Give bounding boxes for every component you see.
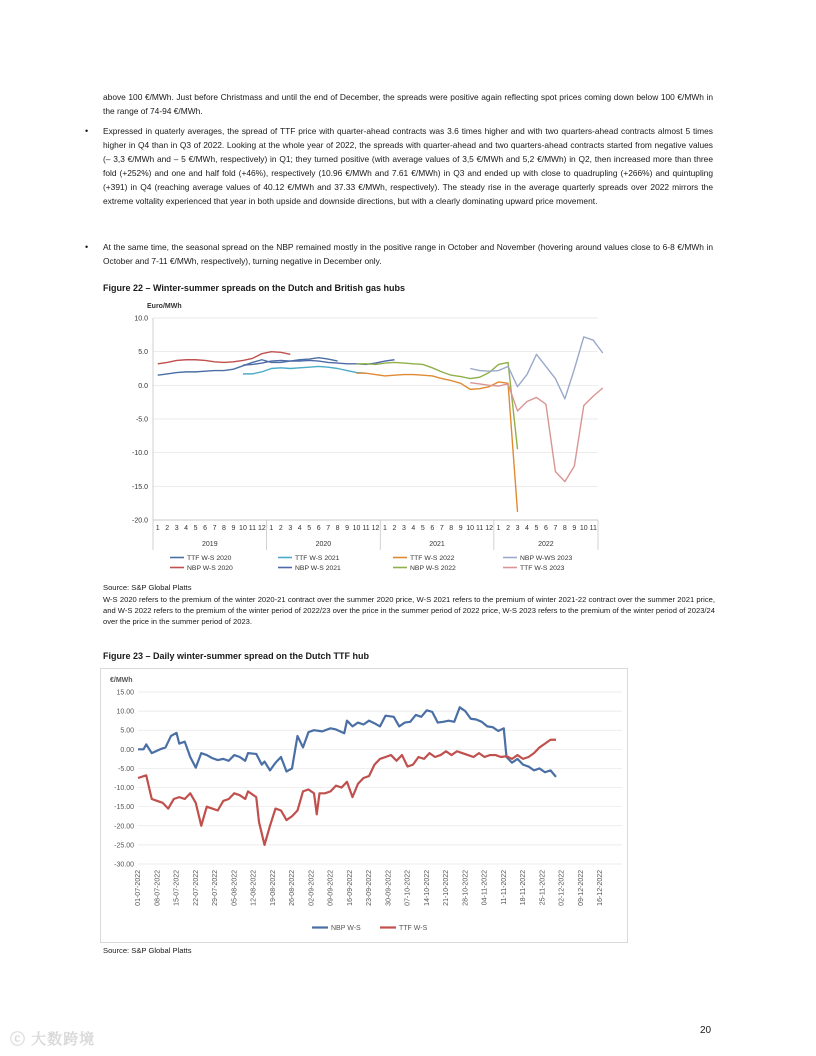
x-tick-label: 16-09-2022 (346, 870, 354, 906)
x-tick-label: 12 (485, 525, 494, 532)
x-tick-label: 1 (383, 525, 387, 532)
series-line (243, 366, 366, 373)
series-line (470, 337, 603, 399)
x-tick-label: 25-11-2022 (539, 870, 547, 906)
x-tick-label: 02-12-2022 (558, 870, 566, 906)
x-tick-label: 7 (212, 525, 217, 532)
page-number: 20 (700, 1025, 712, 1036)
x-tick-label: 10 (579, 525, 588, 532)
x-tick-label: 21-10-2022 (443, 870, 450, 906)
x-tick-label: 12-08-2022 (250, 870, 258, 906)
legend-item (278, 565, 341, 572)
x-tick-label: 02-09-2022 (308, 870, 316, 906)
y-tick-label: 5.0 (138, 349, 148, 357)
legend-label: TTF W-S (399, 925, 428, 932)
x-tick-label: 16-12-2022 (597, 870, 604, 906)
legend-label: TTF W-S 2023 (520, 565, 565, 572)
x-tick-label: 19-08-2022 (269, 870, 277, 906)
x-tick-label: 3 (515, 525, 520, 532)
x-tick-label: 9 (231, 525, 236, 532)
x-tick-label: 18-11-2022 (520, 870, 527, 906)
legend-label: NBP W-S 2022 (410, 565, 456, 572)
x-tick-label: 30-09-2022 (385, 870, 393, 906)
x-tick-label: 3 (288, 525, 293, 532)
y-tick-label: -20.0 (132, 517, 148, 525)
x-tick-label: 1 (155, 525, 160, 532)
figure-22-note: W-S 2020 refers to the premium of the winter 2020-21 contract over the summer 2020 price, W-S 2021 refers to the premium of winter 2021-22 contract over the summer 2021 price, and W-S 2022 refers to the premium of the winter period of 2022/23 over the price in the summer period of 2022 price, W-S 2023 refers to the premium of the winter period of 2023/24 over the price in the summer period of 2023. (103, 595, 715, 626)
series-line (357, 373, 518, 512)
x-tick-label: 8 (335, 525, 340, 532)
figure-23-chart (100, 668, 628, 948)
x-tick-label: 12 (257, 525, 266, 532)
x-tick-label: 23-09-2022 (366, 870, 373, 906)
bullet-paragraph-quarterly: Expressed in quaterly averages, the spread of TTF price with quarter-ahead contracts was 3.6 times higher and with two quarters-ahead contracts almost 5 times higher in Q4 than in Q3 of 2022. Looking at the whole year of 2022, the spreads with quarter-ahead and two quarters-ahead contracts started from negative values (– 3,3 €/MWh and – 5 €/MWh, respectively) in Q1; they turned positive (with average values of 3,5 €/MWh and 5,2 €/MWh) in Q2, then increased more than three fold (+252%) and one and half fold (+46%), respectively (10.96 €/MWh and 7.61 €/MWh) in Q3 and ended up with close to quadrupling (+266%) and quintupling (+391) in Q4 (reaching average values of 40.12 €/MWh and 37.33 €/MWh, respectively). The steady rise in the average quarterly spreads over 2022 mirrors the extreme voltality experienced that year in both upside and downside directions, but with a clearly dominating upward price movement. (103, 126, 713, 206)
x-tick-label: 4 (297, 525, 302, 532)
intro-paragraph: above 100 €/MWh. Just before Christmass and until the end of December, the spreads were positive again reflecting spot prices coming down below 100 €/MWh in the range of 74-94 €/MWh. (103, 92, 713, 116)
x-tick-label: 5 (307, 525, 312, 532)
y-tick-label: 15.00 (116, 689, 134, 697)
y-tick-label: 10.00 (116, 708, 134, 716)
y-tick-label: -10.0 (132, 450, 148, 458)
x-tick-label: 1 (269, 525, 274, 532)
x-tick-label: 8 (562, 525, 567, 532)
x-tick-label: 22-07-2022 (192, 870, 200, 906)
legend-label: TTF W-S 2021 (295, 555, 340, 562)
y-tick-label: 10.0 (134, 315, 148, 323)
x-tick-label: 8 (449, 525, 454, 532)
x-tick-label: 5 (420, 525, 425, 532)
x-tick-label: 5 (534, 525, 539, 532)
bullet-marker: • (85, 126, 89, 136)
x-year-label: 2019 (202, 541, 218, 548)
figure-23-source: Source: S&P Global Platts (103, 946, 192, 955)
y-axis-label: €/MWh (110, 677, 133, 684)
y-tick-label: -30.00 (114, 861, 134, 869)
x-tick-label: 2 (278, 525, 283, 532)
x-tick-label: 10 (352, 525, 361, 532)
legend-item (393, 565, 456, 572)
x-tick-label: 9 (458, 525, 463, 532)
x-year-label: 2021 (429, 541, 445, 548)
x-tick-label: 11 (248, 525, 257, 532)
legend-item (170, 555, 232, 562)
x-tick-label: 09-09-2022 (327, 870, 335, 906)
x-tick-label: 7 (439, 525, 444, 532)
x-tick-label: 29-07-2022 (212, 870, 219, 906)
legend-label: TTF W-S 2020 (187, 555, 232, 562)
figure-22-chart (108, 298, 608, 583)
x-tick-label: 15-07-2022 (173, 870, 181, 906)
y-tick-label: -5.0 (135, 416, 148, 424)
y-tick-label: 0.0 (138, 382, 148, 390)
x-tick-label: 11 (476, 525, 484, 532)
y-tick-label: -15.0 (132, 483, 148, 491)
legend-label: TTF W-S 2022 (410, 555, 455, 562)
x-tick-label: 4 (525, 525, 529, 532)
x-tick-label: 26-08-2022 (289, 870, 296, 906)
x-tick-label: 08-07-2022 (154, 870, 162, 906)
y-tick-label: 0.00 (120, 746, 134, 754)
y-tick-label: -15.00 (114, 804, 134, 812)
x-tick-label: 6 (430, 525, 435, 532)
figure-23-svg (100, 668, 628, 943)
x-tick-label: 4 (411, 525, 416, 532)
figure-22-title: Figure 22 – Winter-summer spreads on the Dutch and British gas hubs (103, 283, 405, 293)
legend-item (503, 565, 565, 572)
x-tick-label: 2 (506, 525, 511, 532)
legend-item (503, 555, 572, 562)
x-tick-label: 6 (316, 525, 321, 532)
legend-item (278, 555, 340, 562)
x-tick-label: 7 (553, 525, 558, 532)
x-tick-label: 14-10-2022 (423, 870, 431, 906)
x-tick-label: 9 (572, 525, 577, 532)
bullet-marker: • (85, 242, 89, 252)
y-tick-label: -20.00 (114, 823, 134, 831)
x-tick-label: 8 (222, 525, 226, 532)
x-tick-label: 11 (589, 525, 597, 532)
x-tick-label: 4 (184, 525, 189, 532)
x-tick-label: 01-07-2022 (135, 870, 142, 906)
y-axis-label: Euro/MWh (147, 303, 182, 310)
x-tick-label: 9 (345, 525, 350, 532)
x-tick-label: 05-08-2022 (231, 870, 239, 906)
x-tick-label: 12 (371, 525, 380, 532)
x-tick-label: 5 (193, 525, 198, 532)
x-tick-label: 3 (401, 525, 406, 532)
legend-label: NBP W-S (331, 925, 361, 932)
x-tick-label: 7 (326, 525, 331, 532)
bullet-paragraph-nbp: At the same time, the seasonal spread on the NBP remained mostly in the positive range in October and November (hovering around values close to 6-8 €/MWh in October and 7-11 €/MWh, respectively), turning negative in December only. (103, 242, 713, 266)
x-tick-label: 6 (543, 525, 548, 532)
y-tick-label: -25.00 (114, 842, 134, 850)
x-tick-label: 2 (392, 525, 397, 532)
x-tick-label: 2 (165, 525, 170, 532)
figure-23-title: Figure 23 – Daily winter-summer spread on the Dutch TTF hub (103, 651, 370, 661)
x-tick-label: 1 (496, 525, 501, 532)
x-tick-label: 3 (174, 525, 179, 532)
y-tick-label: -5.00 (118, 765, 134, 773)
series-line (470, 383, 603, 482)
y-tick-label: -10.00 (114, 785, 134, 793)
x-tick-label: 10 (239, 525, 247, 532)
x-year-label: 2022 (538, 541, 554, 548)
legend-label: NBP W-WS 2023 (520, 555, 573, 562)
legend-item (170, 565, 233, 572)
x-year-label: 2020 (315, 541, 332, 548)
legend-item (393, 555, 455, 562)
figure-22-source: Source: S&P Global Platts (103, 583, 192, 592)
x-tick-label: 11-11-2022 (500, 870, 508, 905)
watermark-logo: ⓒ 大数跨境 (10, 1031, 96, 1048)
x-tick-label: 09-12-2022 (577, 870, 585, 906)
x-tick-label: 04-11-2022 (481, 870, 489, 906)
figure-22-svg (108, 298, 608, 578)
legend-label: NBP W-S 2021 (295, 565, 341, 572)
x-tick-label: 11 (362, 525, 370, 532)
x-tick-label: 6 (203, 525, 208, 532)
legend-label: NBP W-S 2020 (187, 565, 233, 572)
y-tick-label: 5.00 (120, 727, 134, 735)
x-tick-label: 07-10-2022 (404, 870, 412, 906)
x-tick-label: 28-10-2022 (462, 870, 470, 906)
x-tick-label: 10 (466, 525, 475, 532)
